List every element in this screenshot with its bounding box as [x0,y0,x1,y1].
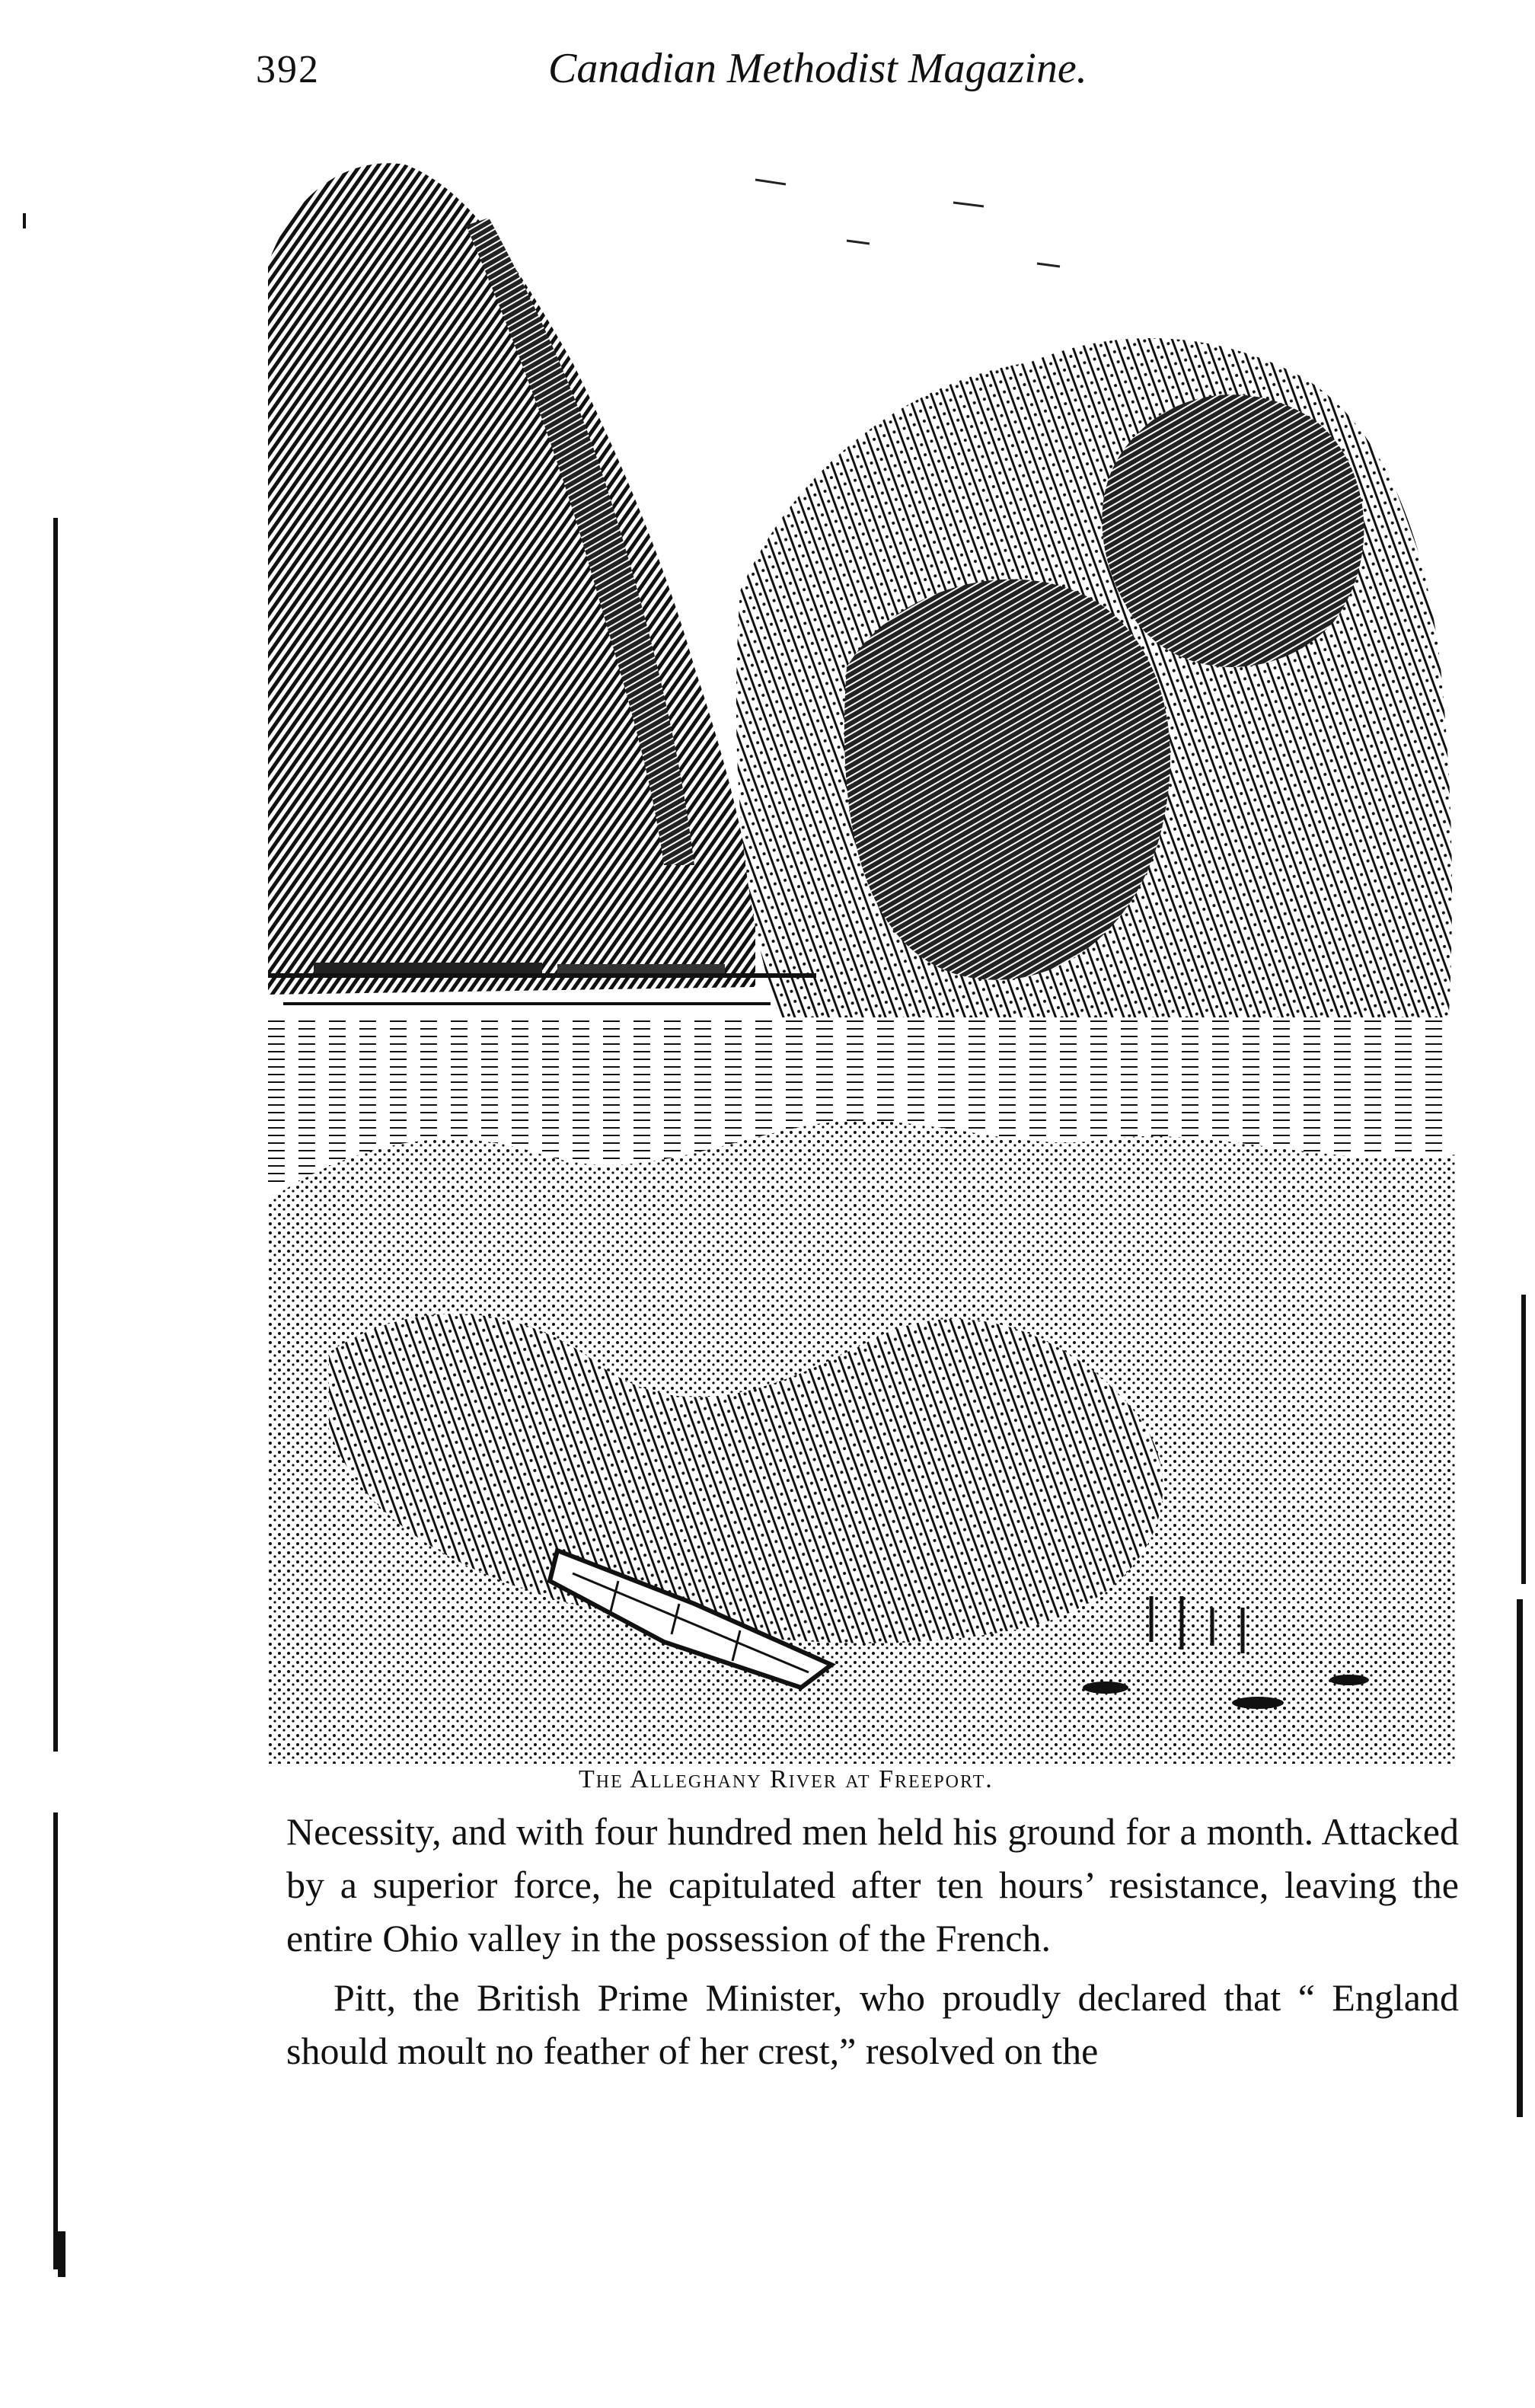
paragraph-1: Necessity, and with four hundred men held his ground for a month. Attacked by a superior force, he capitulated after ten hours’ resistance, leaving the entire Ohio valley in the possession of the French. [286,1810,1459,1959]
right-margin-rule-lower [1517,1599,1523,2117]
right-margin-rule [1521,1295,1526,1584]
body-text [286,1805,1459,2077]
engraving-illustration [268,134,1456,1764]
page-number: 392 [256,48,320,91]
left-margin-rule-bottom [53,1812,58,2269]
running-head: Canadian Methodist Magazine. [548,45,1087,92]
left-margin-rule-top [53,518,58,1752]
paragraph-2: Pitt, the British Prime Minister, who proudly declared that “ England should moult no feather of her crest,” resolved on the [286,1976,1459,2072]
tree-cluster-upper [1102,394,1364,667]
figure-caption: The Alleghany River at Freeport. [579,1765,994,1793]
left-margin-tick [23,213,26,228]
left-margin-bracket [58,2231,65,2277]
